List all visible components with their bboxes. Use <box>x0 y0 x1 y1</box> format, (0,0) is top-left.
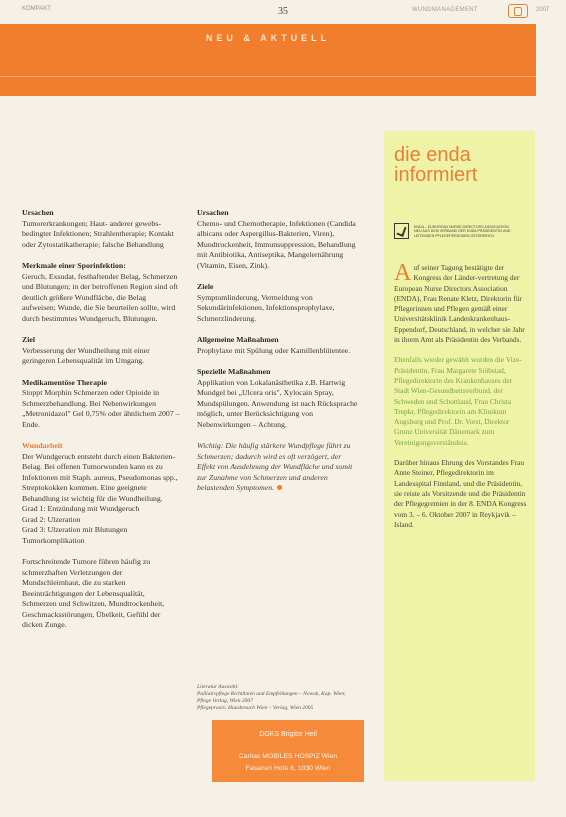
mid-text-speziell: Applikation von Lokalanästhetika z.B. Hartwig Mundgel bei „Ulcera oris", Xylocain Spray, Mundspülungen. Anwendung ist nach Rücksprache möglich, unter Berücksichtigung von Nebenwirkungen – Achtung. <box>197 377 358 429</box>
mid-heading-speziell: Spezielle Maßnahmen <box>197 367 271 376</box>
left-text-tumore: Fortschreitende Tumore führen häufig zu schmerzhaften Verletzungen der Mundschleimhaut, die zu starken Beeinträchtigungen der Lebensqualität, Schmerzen und Schwitzen, Mundtrockenheit, Geschmacksstörungen, Übelkeit, Gefühl der dicken Zunge. <box>22 557 165 629</box>
sidebar-paragraph-1: uf seiner Tagung bestätigte der Kongress der Länder-vertretung der European Nurse Directors Association (ENDA), Frau Renate Kletz, Direktorin für Pflegerinnen und Pflegen gemäß einer Universitätsklinik Landeskrankenhaus-Eppendorf, Deutschland, in welcher sie Jahr in ihrem Amt als Präsidentin des Verbands. <box>394 263 525 345</box>
author-box <box>212 720 364 782</box>
sidebar-logo-text: ENDA – EUROPEAN NURSE DIRECTORS ASSOCIATION NEU AUS DEM VERBAND DER ENDA PRÄSIDENTIN UND LEITENDEN PFLEGEPERSONEN ÖSTERREICH <box>414 225 511 238</box>
mid-text-ursachen: Chemo- und Chemotherapie, Infektionen (Candida albicans oder Aspergillus-Bakterien, Viren), Mundtrockenheit, Immunsuppression, Behandlung mit Antibiotika, Antiseptika, Mangelernährung (Vitamin, Eisen, Zink). <box>197 218 356 270</box>
mid-heading-ursachen: Ursachen <box>197 208 229 217</box>
sidebar-body <box>394 260 527 540</box>
left-heading-ursachen: Ursachen <box>22 208 54 217</box>
left-heading-ziel: Ziel <box>22 335 35 344</box>
mid-heading-allgemein: Allgemeine Maßnahmen <box>197 335 279 344</box>
mid-heading-ziele: Ziele <box>197 282 214 291</box>
header-right-text: WUNDMANAGEMENT <box>412 7 478 13</box>
left-text-merkmale: Geruch, Exsudat, festhaftender Belag, Schmerzen und Blutungen; in der betroffenen Region sind oft deutlich größere Wundfläche, die Belag aufweisen; Wunde, die Sie beurteilen sollte, wird durch bestimmtes Wundgeruch, Blutungen. <box>22 271 178 323</box>
bullet-icon <box>277 485 282 490</box>
mid-text-allgemein: Prophylaxe mit Spülung oder Kamillenblütentee. <box>197 345 351 355</box>
author-org: Caritas MOBILES HOSPIZ Wien <box>238 753 338 760</box>
enda-sidebar <box>384 131 535 781</box>
section-title: NEU & AKTUELL <box>205 33 331 43</box>
enda-logo-icon <box>394 223 409 239</box>
literature-list: Literatur Auswahl: Palliativpflege Richtlinien und Empfehlungen – Nowak, Kap. Wien; Pflege Verlag, Wien 2007 Pflegepraxis: Hausbesuch Wien – Verlag, Wien 2005 <box>197 684 346 711</box>
left-text-ursachen: Tumorerkrankungen; Haut- anderer gewebs-bedingter Infektionen; Strahlentherapie; Kontakt oder Zytostatikatherapie; falsche Behandlung <box>22 218 174 249</box>
header-year: 2007 <box>536 7 550 13</box>
middle-column <box>197 208 359 505</box>
author-address: Fasanen Hofe 6, 1030 Wien <box>245 765 331 772</box>
page-number: 35 <box>278 6 288 17</box>
sidebar-paragraph-3: Darüber hinaus Ehrung des Vorstandes Frau Anne Steiner, Pflegedirektorin im Landesspital Finnland, und die Präsidentin, sie reiste als Vorsitzende und die Präsidentin der Pflegegremien in der 8. ENDA Kongress vom 3. – 6. Oktober 2007 in Reykjavik – Island. <box>394 458 527 529</box>
author-name: DGKS Brigitte Heil <box>259 731 317 738</box>
sidebar-title: die enda informiert <box>394 144 478 186</box>
left-grades: Grad 1: Entzündung mit Wundgeruch Grad 2: Ulzeration Grad 3: Ulzeration mit Blutungen Tumorkomplikation <box>22 504 140 545</box>
banner-divider <box>0 76 536 77</box>
left-heading-wundarbeit: Wundarbeit <box>22 441 63 450</box>
left-heading-therapie: Medikamentöse Therapie <box>22 377 107 387</box>
left-text-wundarbeit: Der Wundgeruch entsteht durch einen Bakterien-Belag. Bei offenen Tumorwunden kann es zu Infektionen mit Staph. aureus, Pseudomonas spp., Streptokokken kommen. Eine geeignete Behandlung ist wichtig für die Wundheilung. <box>22 451 178 503</box>
header-left-text: KOMPAKT <box>22 6 51 12</box>
mid-note: Wichtig: Die häufig stärkere Wundpflege führt zu Schmerzen; dadurch wird es oft verzögert, der Effekt von Ausdehnung der Wundfläche und somit zur Zunahme von Schmerzen und anderen belastenden Symptomen. <box>197 441 353 492</box>
enda-logo-icon <box>508 4 528 18</box>
left-column <box>22 208 180 642</box>
left-text-therapie: Stoppt Morphin Schmerzen oder Opioide in Schmerzbehandlung. Bei Nebenwirkungen „Metronidazol" Gel 0,75% oder ähnlichem 2007 – Ende. <box>22 388 180 429</box>
drop-cap: A <box>394 260 412 286</box>
mid-text-ziele: Symptomlinderung, Vermeidung von Sekundärinfektionen, Infektionsprophylaxe, Schmerzlinderung. <box>197 292 335 323</box>
left-text-ziel: Verbesserung der Wundheilung mit einer geringeren Lebensqualität im Umgang. <box>22 345 150 365</box>
sidebar-paragraph-2: Ebenfalls wieder gewählt wurden die Vize-Präsidentin, Frau Margarete Stöbstad, Pflegedirektorin des Krankenhauses der Stadt Wien-Gesundheitsverbund, der Schweden und Schottland, Frau Christa Trepkr, Pflegedirektorin am Klinikum Augsburg und Prof. Dr. Vorst, Direktor Grunz Universität Dänemark zum Vereinigungsverständnis. <box>394 355 522 447</box>
left-heading-merkmale: Merkmale einer Sporinfektion: <box>22 261 126 270</box>
page-header <box>0 0 566 24</box>
